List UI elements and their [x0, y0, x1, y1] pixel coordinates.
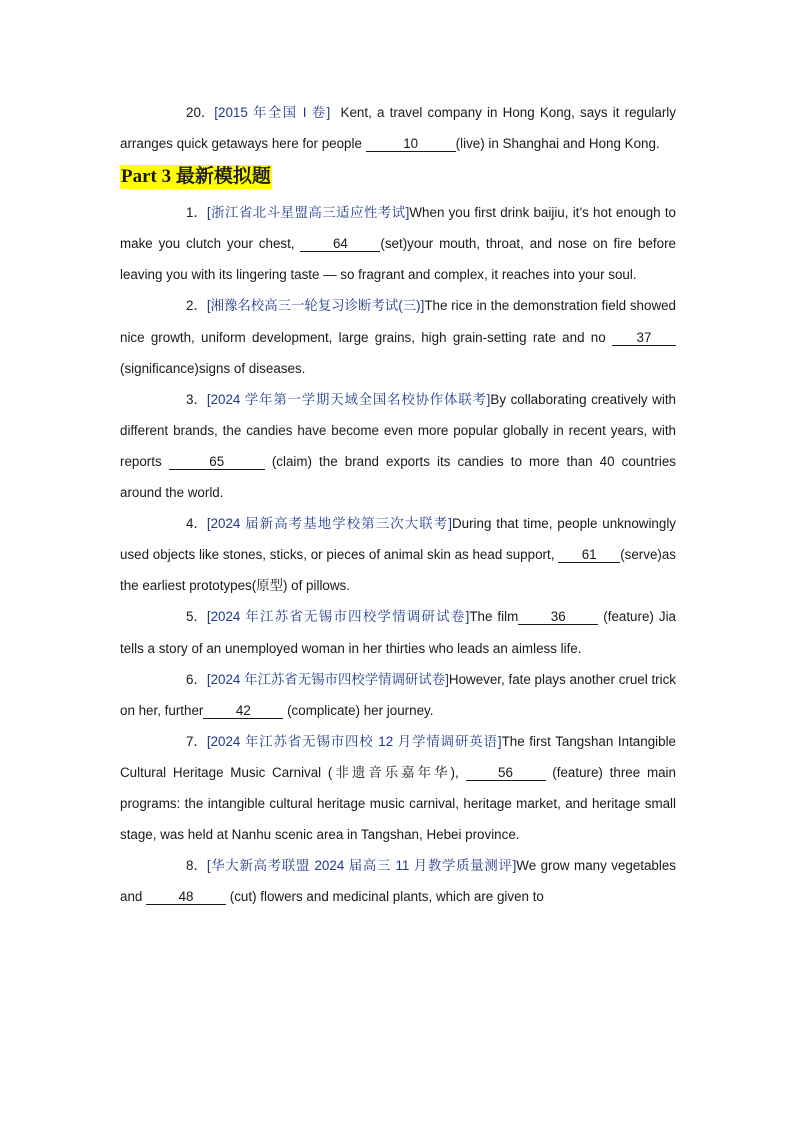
question-item: [120, 197, 676, 290]
question-item: [120, 850, 676, 912]
question-text-before: The rice in the demonstration field showed nice growth, uniform development, large grains, high grain-setting rate and no: [120, 298, 677, 345]
question-source: [2024 年江苏省无锡市四校学情调研试卷]: [206, 671, 449, 687]
question-source: [湘豫名校高三一轮复习诊断考试(三)]: [206, 298, 425, 314]
question-text-before: By collaborating creatively with different brands, the candies have become even more popular globally in recent years, with reports: [120, 391, 676, 469]
question-item: [120, 508, 676, 601]
answer-blank[interactable]: 48: [146, 889, 226, 905]
question-text-before: The first Tangshan Intangible Cultural Heritage Music Carnival (非遗音乐嘉年华),: [120, 733, 676, 780]
answer-blank[interactable]: 65: [169, 454, 265, 470]
question-text-before: When you first drink baijiu, it’s hot enough to make you clutch your chest,: [120, 205, 676, 252]
question-number: 4．: [186, 516, 207, 532]
question-text-before: Kent, a travel company in Hong Kong, says it regularly arranges quick getaways here for people: [120, 105, 676, 152]
question-number: 6．: [186, 671, 207, 687]
question-number: 5．: [186, 609, 207, 625]
document-content: [120, 97, 676, 912]
question-item: [120, 384, 676, 508]
question-number: 8．: [186, 858, 207, 874]
answer-blank[interactable]: 42: [203, 703, 283, 719]
question-text-after: (cut) flowers and medicinal plants, which are given to: [226, 889, 544, 905]
question-source: [浙江省北斗星盟高三适应性考试]: [206, 205, 410, 221]
question-source: [2024 届新高考基地学校第三次大联考]: [206, 516, 452, 532]
answer-blank[interactable]: 10: [366, 136, 456, 152]
question-item: [120, 601, 676, 663]
section-heading: [120, 163, 676, 193]
question-source: [2024 年江苏省无锡市四校 12 月学情调研英语]: [206, 733, 502, 749]
question-item: [120, 664, 676, 726]
answer-blank[interactable]: 56: [466, 765, 546, 781]
question-list: [120, 197, 676, 912]
question-text-after: (complicate) her journey.: [283, 702, 434, 718]
question-number: 1．: [186, 205, 207, 221]
question-source: [2024 学年第一学期天域全国名校协作体联考]: [206, 391, 491, 407]
question-text-after: (feature) three main programs: the intangible cultural heritage music carnival, heritage market, and heritage small stage, was held at Nanhu scenic area in Tangshan, Hebei province.: [120, 764, 676, 843]
question-text-before: We grow many vegetables and: [120, 858, 676, 905]
question-number: 7．: [186, 733, 207, 749]
question-text-after: (feature) Jia tells a story of an unemployed woman in her thirties who leads an aimless life.: [120, 609, 676, 656]
question-number: 3．: [186, 391, 207, 407]
question-source: [华大新高考联盟 2024 届高三 11 月教学质量测评]: [206, 858, 517, 874]
question-text-before: During that time, people unknowingly used objects like stones, sticks, or pieces of animal skin as head support,: [120, 516, 676, 563]
question-number: 2．: [186, 298, 207, 314]
answer-blank[interactable]: 37: [612, 330, 676, 346]
question-text-before: However, fate plays another cruel trick on her, further: [120, 671, 677, 718]
question-number: 20．: [186, 105, 215, 120]
question-text-after: (serve)as the earliest prototypes(原型) of pillows.: [120, 547, 676, 594]
question-text-after: (live) in Shanghai and Hong Kong.: [455, 136, 660, 152]
question-source: [2024 年江苏省无锡市四校学情调研试卷]: [206, 609, 470, 625]
question-item: [120, 726, 676, 850]
question-item: [120, 290, 676, 383]
question-text-before: The film: [469, 609, 519, 625]
answer-blank[interactable]: 61: [558, 547, 620, 563]
question-text-after: (significance)signs of diseases.: [120, 360, 306, 376]
question-20: [120, 97, 676, 159]
section-heading-text: Part 3 最新模拟题: [121, 166, 271, 188]
question-text-after: (set)your mouth, throat, and nose on fire before leaving you with its lingering taste — so fragrant and complex, it reaches into your soul.: [120, 236, 676, 283]
question-text-after: (claim) the brand exports its candies to more than 40 countries around the world.: [120, 453, 676, 501]
question-source: [2015 年全国 I 卷]: [214, 105, 331, 120]
answer-blank[interactable]: 36: [518, 609, 598, 625]
answer-blank[interactable]: 64: [300, 236, 380, 252]
